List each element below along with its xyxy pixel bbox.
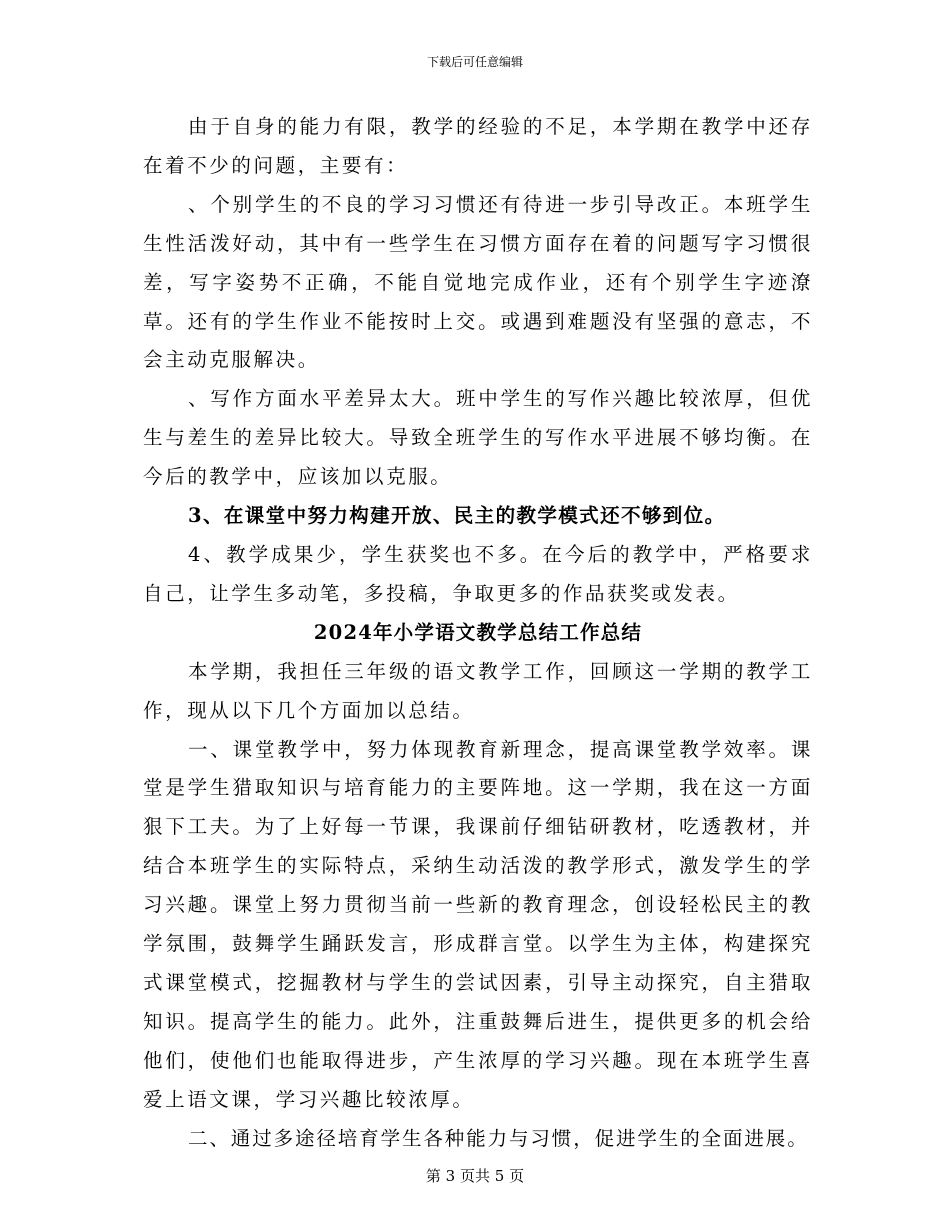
document-body bbox=[143, 108, 813, 1158]
page-header: 下载后可任意编辑 bbox=[426, 55, 523, 69]
section-title: 2024年小学语文教学总结工作总结 bbox=[313, 620, 643, 644]
paragraph-classroom-teaching: 一、课堂教学中，努力体现教育新理念，提高课堂教学效率。课堂是学生猎取知识与培育能力的主要阵地。这一学期，我在这一方面狠下工夫。为了上好每一节课，我课前仔细钻研教材，吃透教材，并结合本班学生的实际特点，采纳生动活泼的教学形式，激发学生的学习兴趣。课堂上努力贯彻当前一些新的教育理念，创设轻松民主的教学氛围，鼓舞学生踊跃发言，形成群言堂。以学生为主体，构建探究式课堂模式，挖掘教材与学生的尝试因素，引导主动探究，自主猎取知识。提高学生的能力。此外，注重鼓舞后进生，提供更多的机会给他们，使他们也能取得进步，产生浓厚的学习兴趣。现在本班学生喜爱上语文课，学习兴趣比较浓厚。 bbox=[143, 737, 813, 1111]
paragraph-semester-intro: 本学期，我担任三年级的语文教学工作，回顾这一学期的教学工作，现从以下几个方面加以总结。 bbox=[143, 659, 813, 722]
paragraph-ability-cultivation: 二、通过多途径培育学生各种能力与习惯，促进学生的全面进展。 bbox=[188, 1126, 809, 1150]
paragraph-problems-intro: 由于自身的能力有限，教学的经验的不足，本学期在教学中还存在着不少的问题，主要有： bbox=[143, 115, 813, 177]
paragraph-study-habits: 、个别学生的不良的学习习惯还有待进一步引导改正。本班学生生性活泼好动，其中有一些学生在习惯方面存在着的问题写字习惯很差，写字姿势不正确，不能自觉地完成作业，还有个别学生字迹潦草。还有的学生作业不能按时上交。或遇到难题没有坚强的意志，不会主动克服解决。 bbox=[143, 192, 813, 372]
paragraph-teaching-results: 4、教学成果少，学生获奖也不多。在今后的教学中，严格要求自己，让学生多动笔，多投稿，争取更多的作品获奖或发表。 bbox=[143, 542, 813, 605]
paragraph-classroom-model: 3、在课堂中努力构建开放、民主的教学模式还不够到位。 bbox=[188, 504, 726, 528]
page-footer: 第 3 页共 5 页 bbox=[425, 1167, 525, 1185]
paragraph-writing-level: 、写作方面水平差异太大。班中学生的写作兴趣比较浓厚，但优生与差生的差异比较大。导致全班学生的写作水平进展不够均衡。在今后的教学中，应该加以克服。 bbox=[143, 387, 813, 489]
